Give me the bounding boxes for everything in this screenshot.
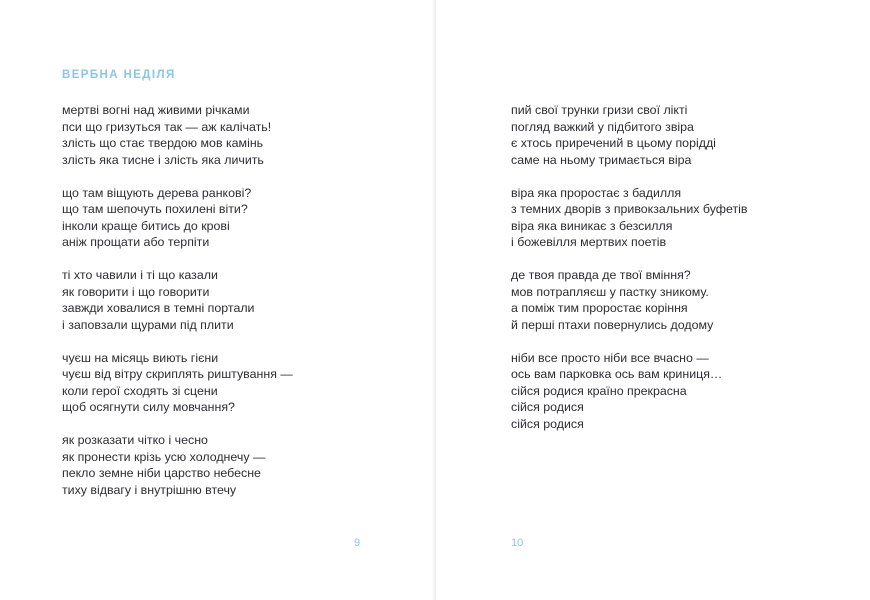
poem-line: що там шепочуть похилені віти? [62, 202, 248, 216]
poem-title: ВЕРБНА НЕДІЛЯ [62, 69, 176, 81]
poem-line: де твоя правда де твої вміння? [511, 268, 691, 282]
stanza [511, 267, 747, 333]
poem-line: щоб осягнути силу мовчання? [62, 400, 235, 414]
page-number-left: 9 [354, 537, 361, 549]
stanza [62, 350, 293, 416]
poem-line: аніж прощати або терпіти [62, 235, 210, 249]
stanza [62, 267, 293, 333]
poem-line: й перші птахи повернулись додому [511, 317, 714, 332]
poem-line: є хтось приречений в цьому порідді [511, 136, 716, 150]
poem-line: злість що стає твердою мов камінь [62, 136, 264, 150]
poem-line: коли герої сходять зі сцени [62, 383, 218, 398]
poem-line: злість яка тисне і злість яка личить [62, 152, 264, 167]
right-page [436, 0, 870, 600]
poem-line: чуєш від вітру скриплять риштування — [62, 367, 293, 381]
stanza [62, 432, 293, 498]
poem-line: віра яка виникає з безсилля [511, 218, 673, 233]
poem-line: а поміж тим проростає коріння [511, 301, 688, 315]
poem-line: ніби все просто ніби все вчасно — [511, 350, 709, 365]
poem-text-left [62, 102, 293, 515]
poem-line: як розказати чітко і чесно [62, 433, 208, 447]
poem-line: ось вам парковка ось вам криниця… [511, 367, 723, 381]
poem-line: з темних дворів з привокзальних буфетів [511, 202, 748, 216]
stanza [511, 185, 747, 251]
poem-line: пекло земне ніби царство небесне [62, 466, 261, 480]
stanza [511, 350, 747, 433]
poem-line: як пронести крізь усю холоднечу — [62, 449, 266, 464]
poem-line: і заповзали щурами під плити [62, 317, 234, 332]
poem-line: мертві вогні над живими річками [62, 103, 250, 117]
poem-line: сійся родися [511, 416, 584, 431]
poem-text-right [511, 102, 747, 449]
poem-line: сійся родися [511, 400, 584, 414]
poem-line: завжди ховалися в темні портали [62, 301, 255, 315]
stanza [62, 185, 293, 251]
poem-line: інколи краще битись до крові [62, 218, 230, 233]
stanza [511, 102, 747, 168]
poem-line: як говорити і що говорити [62, 284, 210, 299]
poem-line: віра яка проростає з бадилля [511, 185, 682, 200]
poem-line: сійся родися країно прекрасна [511, 383, 687, 398]
left-page [0, 0, 434, 600]
poem-line: пий свої трунки гризи свої лікті [511, 103, 688, 117]
poem-line: пси що гризуться так — аж калічать! [62, 119, 272, 134]
poem-line: чуєш на місяць виють гієни [62, 350, 219, 365]
stanza [62, 102, 293, 168]
poem-line: погляд важкий у підбитого звіра [511, 119, 694, 134]
poem-line: саме на ньому тримається віра [511, 152, 692, 167]
poem-line: і божевілля мертвих поетів [511, 235, 667, 249]
page-number-right: 10 [511, 537, 524, 549]
poem-line: тиху відвагу і внутрішню втечу [62, 482, 237, 497]
poem-line: ті хто чавили і ті що казали [62, 268, 218, 282]
poem-line: мов потрапляєш у пастку зникому. [511, 284, 709, 299]
poem-line: що там віщують дерева ранкові? [62, 185, 252, 200]
